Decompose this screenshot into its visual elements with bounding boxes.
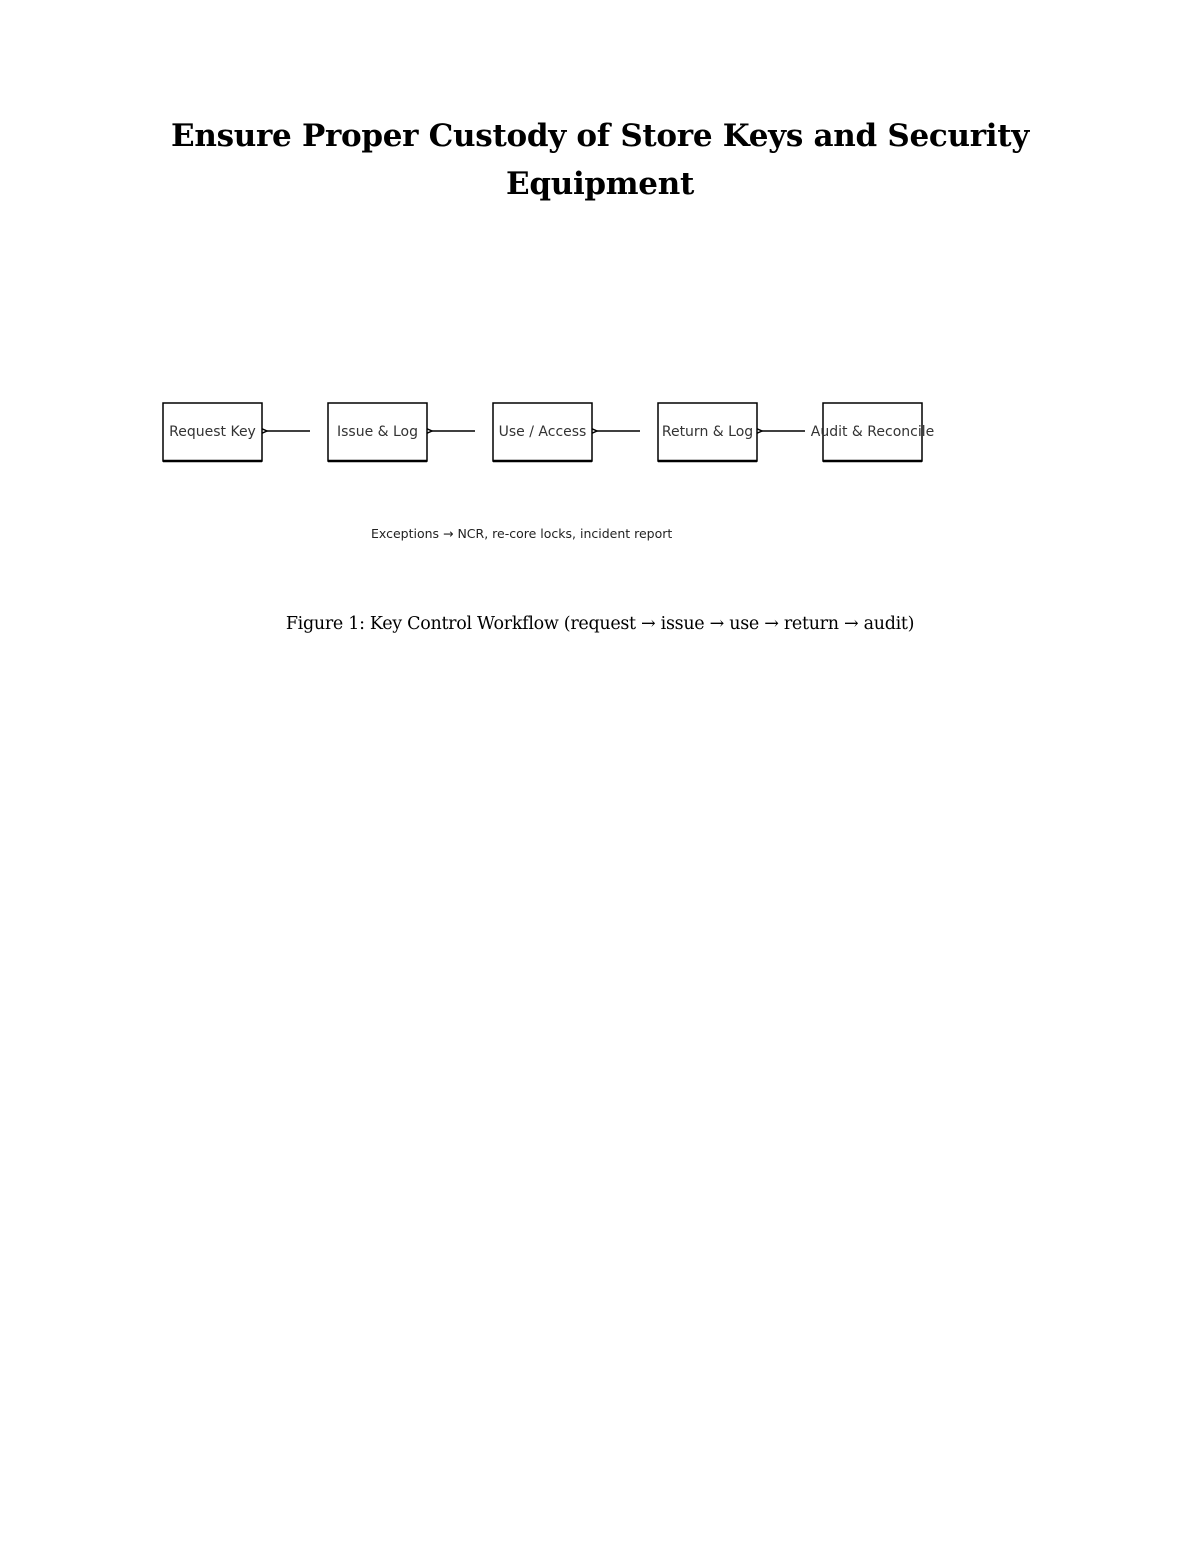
- workflow-node-label: Use / Access: [498, 424, 587, 440]
- workflow-node-label: Return & Log: [661, 424, 754, 440]
- workflow-node-return: [658, 403, 757, 461]
- workflow-node-issue: [328, 403, 427, 461]
- exceptions-note: Exceptions → NCR, re-core locks, incident report: [371, 526, 673, 541]
- workflow-node-label: Request Key: [169, 424, 256, 440]
- workflow-node-label: Issue & Log: [336, 424, 419, 440]
- figure-caption: Figure 1: Key Control Workflow (request → issue → use → return → audit): [285, 614, 915, 634]
- workflow-node-request: [163, 403, 262, 461]
- workflow-node-audit: [811, 403, 934, 461]
- page-title: Ensure Proper Custody of Store Keys and Security Equipment: [171, 118, 1029, 202]
- workflow-node-use: [493, 403, 592, 461]
- workflow-node-label: Audit & Reconcile: [810, 424, 935, 440]
- key-control-workflow-diagram: [0, 0, 1200, 600]
